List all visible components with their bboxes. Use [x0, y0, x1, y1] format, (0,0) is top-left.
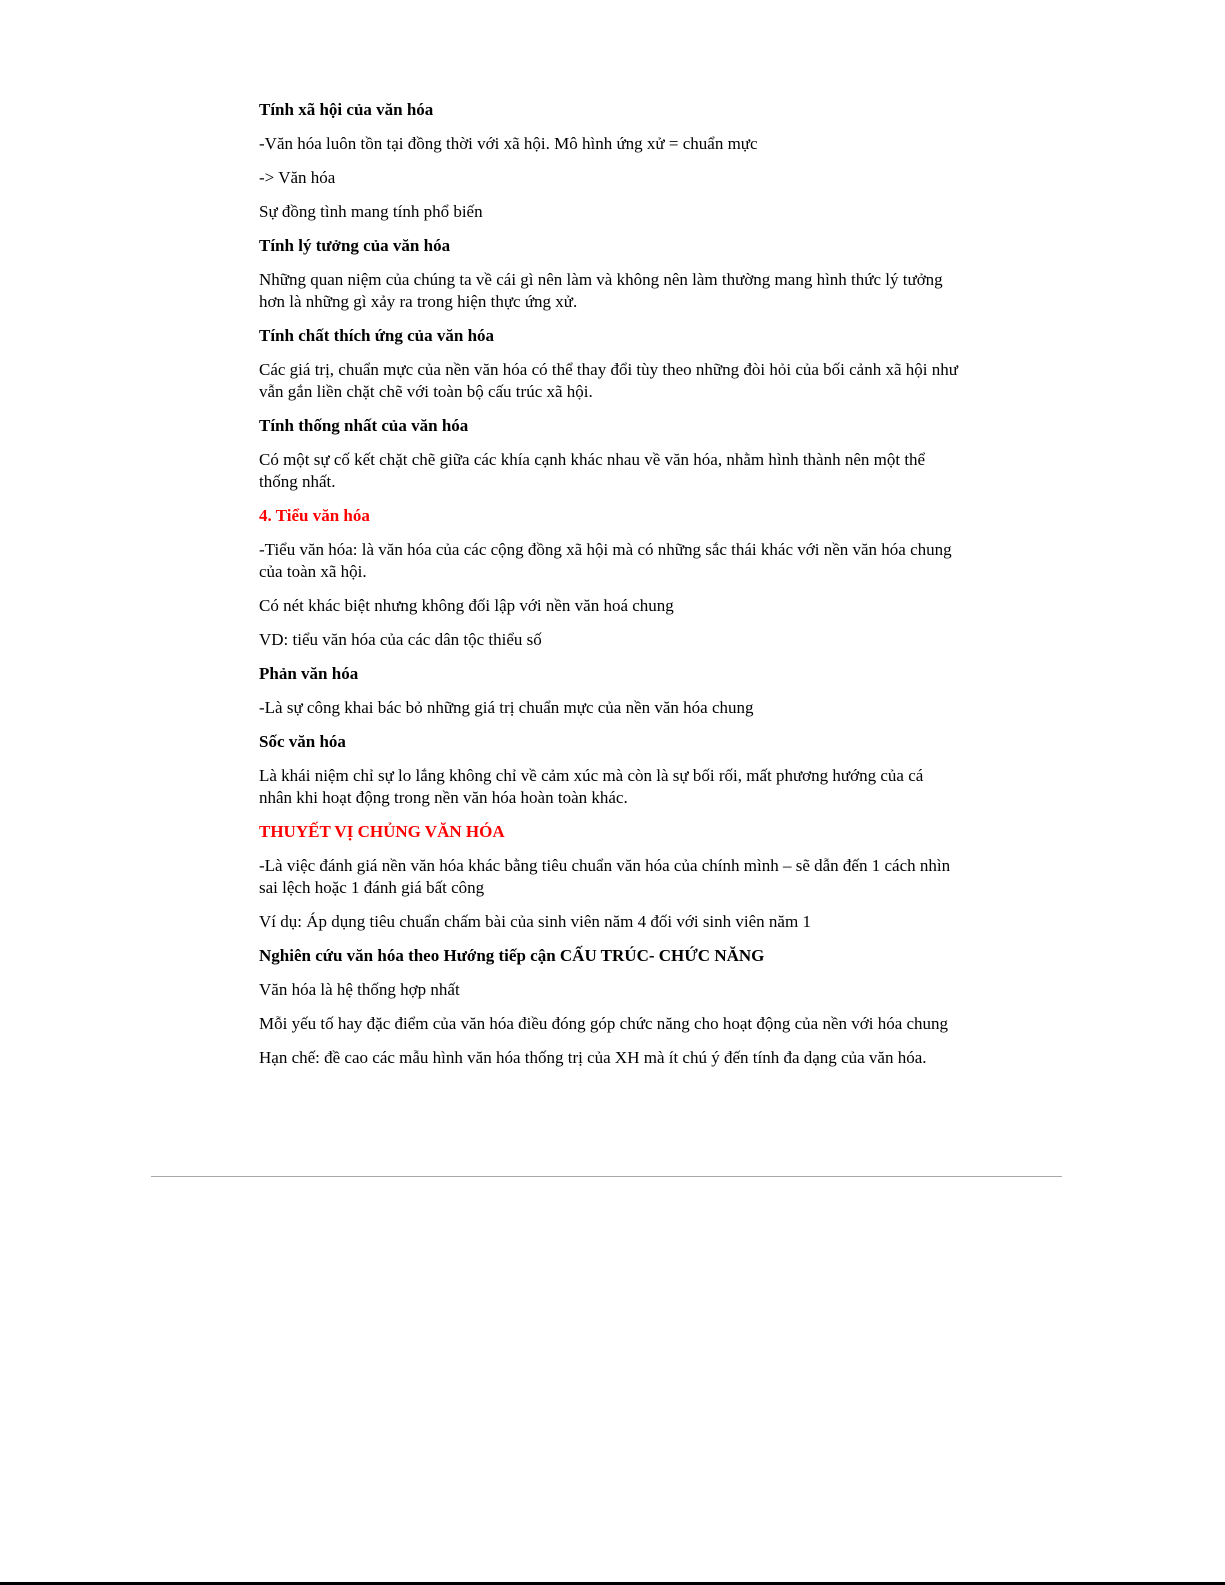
- heading-ideal-nature: Tính lý tưởng của văn hóa: [259, 236, 451, 255]
- paragraph: -Văn hóa luôn tồn tại đồng thời với xã hội. Mô hình ứng xử = chuẩn mực: [259, 134, 758, 153]
- document-content: [259, 99, 959, 1081]
- section-title-ethnocentrism: THUYẾT VỊ CHỦNG VĂN HÓA: [259, 822, 505, 841]
- paragraph: Những quan niệm của chúng ta về cái gì nên làm và không nên làm thường mang hình thức lý tưởng hơn là những gì xảy ra trong hiện thực ứng xử.: [259, 270, 943, 311]
- paragraph: Văn hóa là hệ thống hợp nhất: [259, 980, 460, 999]
- paragraph: Các giá trị, chuẩn mực của nền văn hóa có thể thay đổi tùy theo những đòi hỏi của bối cảnh xã hội như vẫn gắn liền chặt chẽ với toàn bộ cấu trúc xã hội.: [259, 360, 958, 401]
- heading-counterculture: Phản văn hóa: [259, 664, 359, 683]
- paragraph: -Là sự công khai bác bỏ những giá trị chuẩn mực của nền văn hóa chung: [259, 698, 754, 717]
- paragraph: Sự đồng tình mang tính phổ biến: [259, 202, 483, 221]
- paragraph: Ví dụ: Áp dụng tiêu chuẩn chấm bài của sinh viên năm 4 đối với sinh viên năm 1: [259, 912, 811, 931]
- heading-structural-functional: Nghiên cứu văn hóa theo Hướng tiếp cận CẤU TRÚC- CHỨC NĂNG: [259, 946, 765, 965]
- heading-culture-shock: Sốc văn hóa: [259, 732, 346, 751]
- paragraph: -Tiểu văn hóa: là văn hóa của các cộng đồng xã hội mà có những sắc thái khác với nền văn hóa chung của toàn xã hội.: [259, 540, 952, 581]
- paragraph: Hạn chế: đề cao các mẫu hình văn hóa thống trị của XH mà ít chú ý đến tính đa dạng của văn hóa.: [259, 1048, 927, 1067]
- heading-adaptive-nature: Tính chất thích ứng của văn hóa: [259, 326, 495, 345]
- paragraph: Là khái niệm chỉ sự lo lắng không chỉ về cảm xúc mà còn là sự bối rối, mất phương hướng của cá nhân khi hoạt động trong nền văn hóa hoàn toàn khác.: [259, 766, 924, 807]
- paragraph: -Là việc đánh giá nền văn hóa khác bằng tiêu chuẩn văn hóa của chính mình – sẽ dẫn đến 1 cách nhìn sai lệch hoặc 1 đánh giá bất công: [259, 856, 951, 897]
- paragraph: Mỗi yếu tố hay đặc điểm của văn hóa điều đóng góp chức năng cho hoạt động của nền với hóa chung: [259, 1014, 949, 1033]
- page-divider: [151, 1176, 1062, 1177]
- paragraph: Có nét khác biệt nhưng không đối lập với nền văn hoá chung: [259, 596, 674, 615]
- paragraph: -> Văn hóa: [259, 168, 336, 187]
- section-title-subculture: 4. Tiểu văn hóa: [259, 506, 370, 525]
- paragraph: VD: tiểu văn hóa của các dân tộc thiểu số: [259, 630, 542, 649]
- heading-unity-nature: Tính thống nhất của văn hóa: [259, 416, 469, 435]
- heading-social-nature: Tính xã hội của văn hóa: [259, 100, 434, 119]
- paragraph: Có một sự cố kết chặt chẽ giữa các khía cạnh khác nhau về văn hóa, nhằm hình thành nên một thể thống nhất.: [259, 450, 926, 491]
